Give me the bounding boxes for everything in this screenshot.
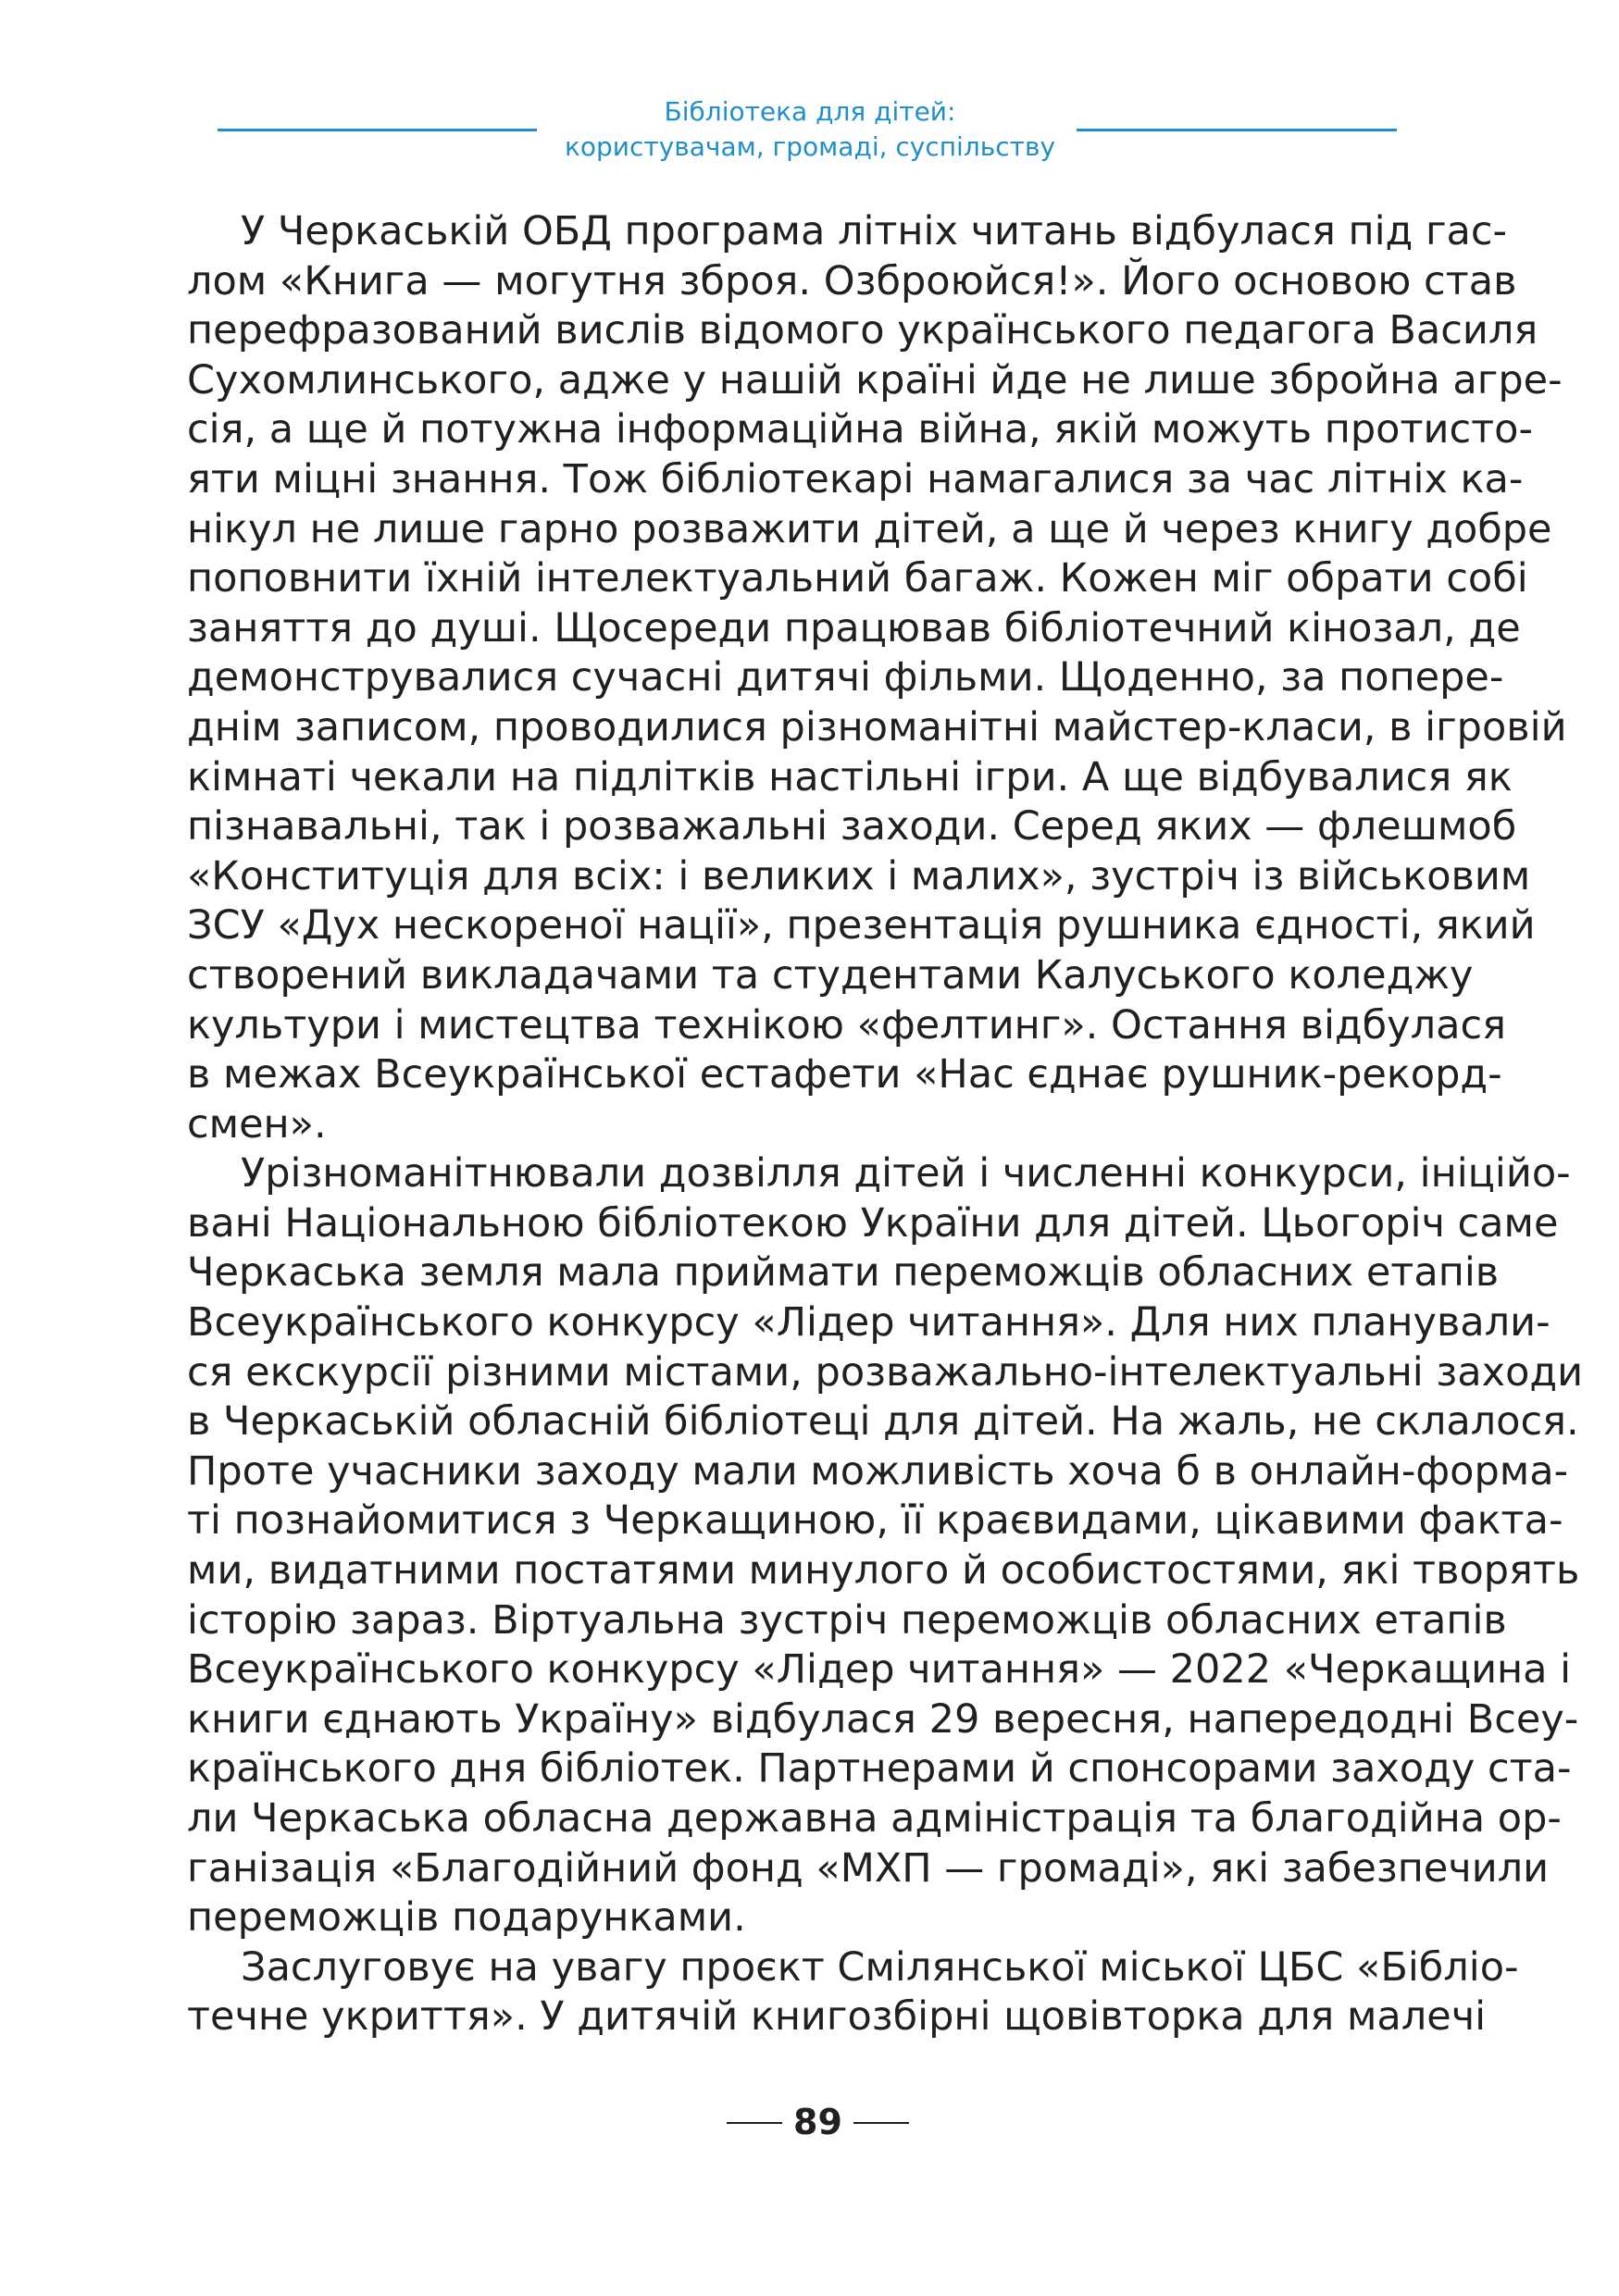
page-footer bbox=[0, 2099, 1619, 2145]
text-line: ли Черкаська обласна державна адміністрація та благодійна ор- bbox=[187, 1795, 1562, 1842]
text-line: в межах Всеукраїнської естафети «Нас єднає рушник-рекорд- bbox=[187, 1051, 1502, 1098]
text-line: поповнити їхній інтелектуальний багаж. Кожен міг обрати собі bbox=[187, 555, 1528, 602]
text-line: Проте учасники заходу мали можливість хоча б в онлайн-форма- bbox=[187, 1447, 1569, 1495]
header-rule-right bbox=[1077, 129, 1397, 131]
text-line: вані Національною бібліотекою України для дітей. Цьогоріч саме bbox=[187, 1199, 1559, 1247]
text-line: нікул не лише гарно розважити дітей, а ще й через книгу добре bbox=[187, 505, 1552, 552]
text-line: книги єднають Україну» відбулася 29 вересня, напередодні Всеу- bbox=[187, 1695, 1579, 1743]
header-title bbox=[518, 94, 1102, 165]
text-line: Черкаська земля мала приймати переможців обласних етапів bbox=[187, 1249, 1500, 1297]
text-line: ті познайомитися з Черкащиною, її краєвидами, цікавими факта- bbox=[187, 1497, 1563, 1545]
text-line: ЗСУ «Дух нескореної нації», презентація рушника єдності, який bbox=[187, 902, 1536, 949]
text-line: У Черкаській ОБД програма літніх читань відбулася під гас- bbox=[241, 208, 1508, 254]
paragraph bbox=[187, 1943, 1519, 2042]
text-line: «Конституція для всіх: і великих і малих», зустріч із військовим bbox=[187, 852, 1531, 900]
paragraph bbox=[187, 1149, 1584, 1943]
text-line: в Черкаській обласній бібліотеці для дітей. На жаль, не склалося. bbox=[187, 1398, 1579, 1446]
text-line: перефразований вислів відомого українського педагога Василя bbox=[187, 307, 1538, 354]
text-line: сія, а ще й потужна інформаційна війна, якій можуть протисто- bbox=[187, 406, 1534, 453]
text-line: заняття до душі. Щосереди працював бібліотечний кінозал, де bbox=[187, 604, 1521, 652]
text-line: течне укриття». У дитячій книгозбірні щовівторка для малечі bbox=[187, 1993, 1487, 2041]
text-line: країнського дня бібліотек. Партнерами й спонсорами заходу ста- bbox=[187, 1745, 1572, 1793]
text-line: Урізноманітнювали дозвілля дітей і численні конкурси, ініційо- bbox=[241, 1150, 1571, 1198]
text-line: ганізація «Благодійний фонд «МХП — громаді», які забезпечили bbox=[187, 1844, 1550, 1892]
header-rule-left bbox=[218, 129, 537, 131]
text-line: лом «Книга — могутня зброя. Озброюйся!». Його основою став bbox=[187, 257, 1517, 304]
text-line: Всеукраїнського конкурсу «Лідер читання». Для них планували- bbox=[187, 1299, 1551, 1347]
body-text bbox=[187, 207, 1584, 2042]
text-line: яти міцні знання. Тож бібліотекарі намагалися за час літніх ка- bbox=[187, 455, 1524, 503]
running-header bbox=[0, 85, 1619, 168]
header-title-line-2: користувачам, громаді, суспільству bbox=[564, 131, 1056, 162]
text-line: смен». bbox=[187, 1100, 327, 1148]
text-line: Заслуговує на увагу проєкт Смілянської міської ЦБС «Бібліо- bbox=[241, 1943, 1519, 1991]
text-line: демонструвалися сучасні дитячі фільми. Щоденно, за попере- bbox=[187, 654, 1504, 701]
text-line: культури і мистецтва технікою «фелтинг». Остання відбулася bbox=[187, 1001, 1506, 1049]
footer-rule-right bbox=[853, 2122, 909, 2124]
text-line: ся екскурсії різними містами, розважально-інтелектуальні заходи bbox=[187, 1348, 1584, 1396]
text-line: кімнаті чекали на підлітків настільні ігри. А ще відбувалися як bbox=[187, 753, 1513, 800]
text-line: створений викладачами та студентами Калуського коледжу bbox=[187, 951, 1474, 999]
footer-rule-left bbox=[727, 2122, 782, 2124]
text-line: Всеукраїнського конкурсу «Лідер читання» — 2022 «Черкащина і bbox=[187, 1646, 1572, 1694]
text-line: днім записом, проводилися різноманітні майстер-класи, в ігровій bbox=[187, 703, 1567, 751]
text-line: ми, видатними постатями минулого й особистостями, які творять bbox=[187, 1547, 1580, 1595]
text-line: історію зараз. Віртуальна зустріч переможців обласних етапів bbox=[187, 1596, 1507, 1644]
paragraph bbox=[187, 207, 1567, 1149]
text-line: переможців подарунками. bbox=[187, 1894, 746, 1942]
text-line: Сухомлинського, адже у нашій країні йде не лише збройна агре- bbox=[187, 356, 1563, 403]
text-line: пізнавальні, так і розважальні заходи. Серед яких — флешмоб bbox=[187, 803, 1517, 850]
header-title-line-1: Бібліотека для дітей: bbox=[664, 96, 956, 127]
page-number: 89 bbox=[793, 2102, 842, 2142]
